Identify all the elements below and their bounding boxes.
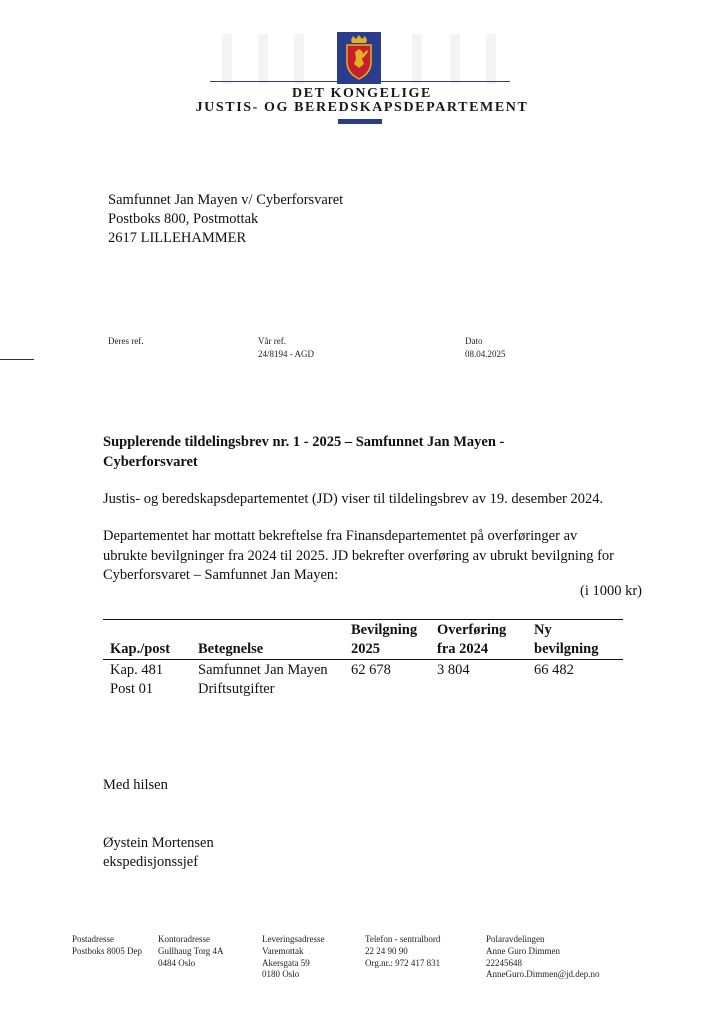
footer-line: 0484 Oslo [158,957,196,968]
footer-postadresse [72,934,142,958]
ministry-name-line1: DET KONGELIGE [292,86,432,101]
header-line: 2025 [351,641,380,657]
paragraph-line: Cyberforsvaret – Samfunnet Jan Mayen: [103,567,339,583]
footer-line: Telefon - sentralbord [365,934,441,944]
header-overforing [437,621,506,659]
paragraph-line: ubrukte bevilgninger fra 2024 til 2025. JD bekrefter overføring av ubrukt bevilgning for [103,547,614,564]
footer-line: 0180 Oslo [262,969,300,980]
cell-overforing: 3 804 [437,662,470,678]
dato-label: Dato [465,336,483,346]
cell-kap-post [110,661,163,699]
header-bevilgning [351,621,417,659]
footer-polaravdelingen [486,934,600,981]
dato-value: 08.04.2025 [465,349,506,359]
footer-kontoradresse [158,934,224,969]
fold-mark [0,359,34,360]
coat-of-arms-icon [337,32,381,84]
letter-subject [103,433,623,472]
footer-line: 22 24 90 90 [365,945,408,956]
subject-line: Supplerende tildelingsbrev nr. 1 - 2025 – Samfunnet Jan Mayen - [103,434,505,450]
footer-email[interactable]: AnneGuro.Dimmen@jd.dep.no [486,969,600,980]
signer-name: Øystein Mortensen [103,835,214,851]
cell-ny-bevilgning: 66 482 [534,662,574,678]
header-line: Bevilgning [351,622,418,638]
cell-line: Samfunnet Jan Mayen [198,662,328,678]
body-paragraph-2 [103,527,648,586]
paragraph-line: Departementet har mottatt bekreftelse fra Finansdepartementet på overføringer av [103,528,578,544]
greeting: Med hilsen [103,777,168,793]
footer-line: 22245648 [486,957,522,968]
body-paragraph-1: Justis- og beredskapsdepartementet (JD) viser til tildelingsbrev av 19. desember 2024. [103,491,604,507]
signer [103,834,214,872]
subject-line: Cyberforsvaret [103,453,198,470]
footer-line: Polaravdelingen [486,934,545,944]
header-line: fra 2024 [437,641,489,657]
cell-line: Post 01 [110,681,154,697]
footer-line: Leveringsadresse [262,934,325,944]
recipient-line: Samfunnet Jan Mayen v/ Cyberforsvaret [108,192,344,208]
footer-line: Postboks 8005 Dep [72,945,143,956]
header-betegnelse: Betegnelse [198,641,264,657]
footer-line: Varemottak [262,945,304,956]
header-line: Overføring [437,622,507,638]
footer-line: Gullhaug Torg 4A [158,945,224,956]
cell-line: Driftsutgifter [198,681,275,697]
table-top-rule [103,619,623,620]
recipient-line: 2617 LILLEHAMMER [108,230,247,246]
cell-bevilgning: 62 678 [351,662,391,678]
ministry-name-line2: JUSTIS- OG BEREDSKAPSDEPARTEMENT [195,100,529,115]
cell-betegnelse [198,661,328,699]
unit-note: (i 1000 kr) [579,583,642,599]
footer-line: Akersgata 59 [262,957,310,968]
signer-title: ekspedisjonssjef [103,854,199,870]
footer-telefon [365,934,440,969]
table-header-rule [103,659,623,660]
cell-line: Kap. 481 [110,662,164,678]
header-ny-bevilgning [534,621,598,659]
recipient-line: Postboks 800, Postmottak [108,211,259,227]
footer-line: Org.nr.: 972 417 831 [365,957,441,968]
footer-line: Postadresse [72,934,114,944]
var-ref-value: 24/8194 - AGD [258,349,314,359]
var-ref-label: Vår ref. [258,336,286,346]
recipient-address [108,191,343,248]
footer-leveringsadresse [262,934,324,981]
header-line: bevilgning [534,641,599,657]
deres-ref-label: Deres ref. [108,336,144,346]
footer-line: Anne Guro Dimmen [486,945,560,956]
header-kap-post: Kap./post [110,641,171,657]
letterhead-underbar [338,119,382,124]
letterhead-rule [210,81,510,82]
footer-line: Kontoradresse [158,934,210,944]
header-line: Ny [534,622,552,638]
